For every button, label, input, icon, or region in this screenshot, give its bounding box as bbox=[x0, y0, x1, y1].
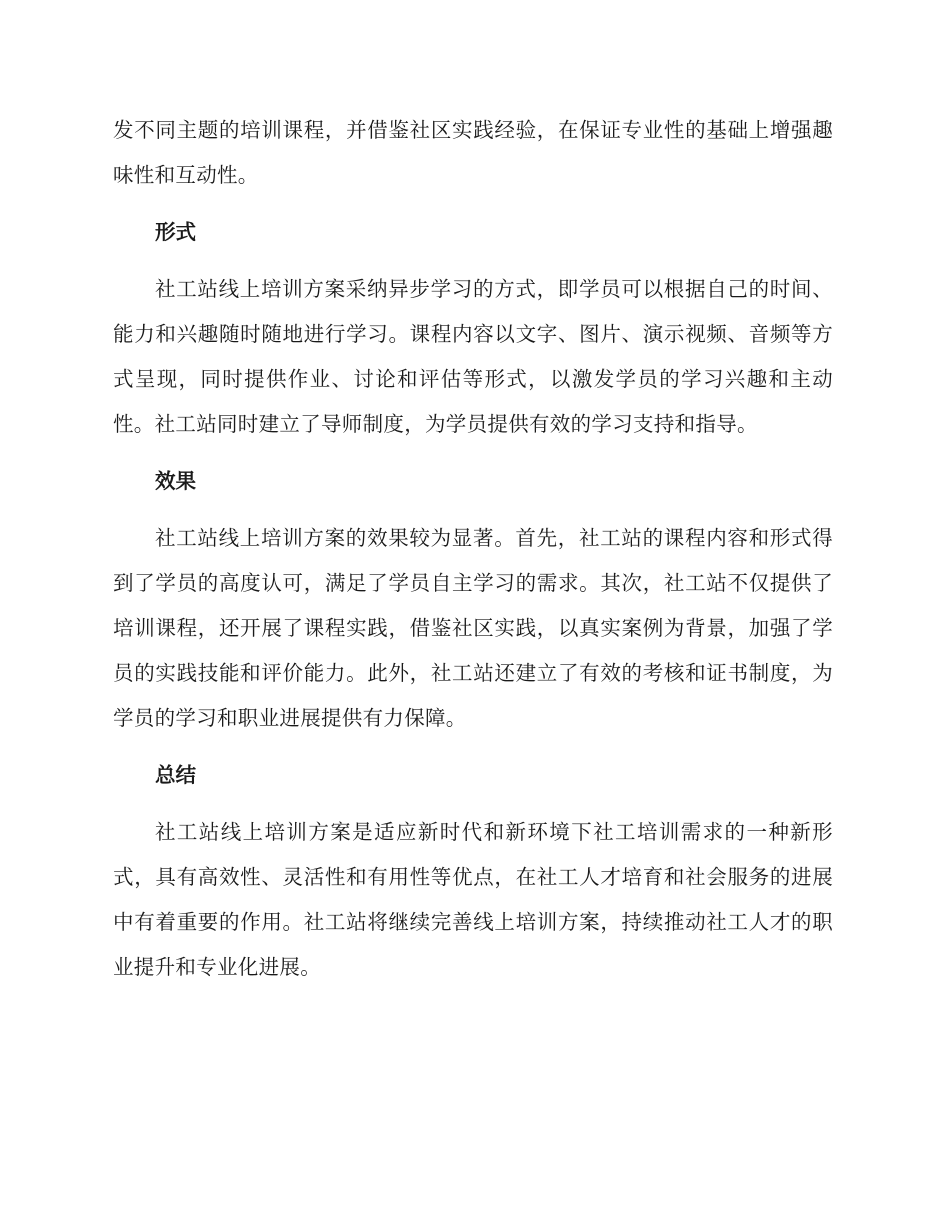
section-heading-summary: 总结 bbox=[155, 763, 196, 787]
section-body-form: 社工站线上培训方案采纳异步学习的方式，即学员可以根据自己的时间、能力和兴趣随时随地进行学习。课程内容以文字、图片、演示视频、音频等方式呈现，同时提供作业、讨论和评估等形式，以激发学员的学习兴趣和主动性。社工站同时建立了导师制度，为学员提供有效的学习支持和指导。 bbox=[113, 277, 833, 436]
section-heading-effect: 效果 bbox=[155, 469, 196, 493]
intro-continuation-paragraph: 发不同主题的培训课程，并借鉴社区实践经验，在保证专业性的基础上增强趣味性和互动性。 bbox=[113, 118, 833, 187]
section-body-effect: 社工站线上培训方案的效果较为显著。首先，社工站的课程内容和形式得到了学员的高度认可，满足了学员自主学习的需求。其次，社工站不仅提供了培训课程，还开展了课程实践，借鉴社区实践，以真实案例为背景，加强了学员的实践技能和评价能力。此外，社工站还建立了有效的考核和证书制度，为学员的学习和职业进展提供有力保障。 bbox=[113, 526, 833, 730]
document-page bbox=[113, 108, 833, 990]
section-body-summary: 社工站线上培训方案是适应新时代和新环境下社工培训需求的一种新形式，具有高效性、灵活性和有用性等优点，在社工人才培育和社会服务的进展中有着重要的作用。社工站将继续完善线上培训方案，持续推动社工人才的职业提升和专业化进展。 bbox=[113, 820, 833, 979]
section-heading-form: 形式 bbox=[155, 220, 196, 244]
